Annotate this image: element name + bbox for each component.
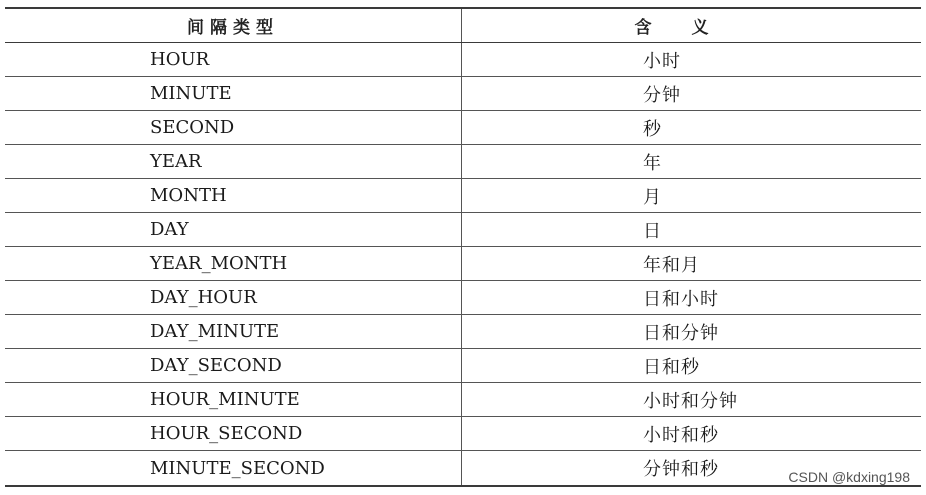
header-interval-type: 间隔类型 [5, 9, 462, 42]
table-row [5, 315, 921, 349]
interval-type-cell: DAY_SECOND [5, 349, 462, 382]
meaning-cell: 分钟和秒 [643, 459, 719, 480]
table-row [5, 43, 921, 77]
meaning-cell: 年 [643, 152, 662, 174]
table-row [5, 349, 921, 383]
meaning-cell: 小时和秒 [643, 424, 719, 446]
meaning-cell: 月 [643, 186, 662, 208]
table-row [5, 77, 921, 111]
table-row [5, 417, 921, 451]
interval-type-cell: HOUR [5, 43, 462, 76]
meaning-cell: 日和秒 [643, 356, 700, 378]
table-row [5, 179, 921, 213]
interval-type-cell: HOUR_MINUTE [5, 383, 462, 416]
interval-type-cell: MONTH [5, 179, 462, 212]
interval-type-cell: YEAR [5, 145, 462, 178]
interval-type-cell: DAY [5, 213, 462, 246]
interval-type-cell: YEAR_MONTH [5, 247, 462, 280]
header-meaning: 含义 [634, 18, 749, 38]
meaning-cell: 年和月 [643, 254, 700, 276]
meaning-cell: 日和小时 [643, 288, 719, 310]
table-row [5, 451, 921, 485]
interval-type-cell: DAY_MINUTE [5, 315, 462, 348]
meaning-cell: 小时 [643, 50, 681, 72]
interval-type-cell: SECOND [5, 111, 462, 144]
meaning-cell: 日 [643, 220, 662, 242]
table-row [5, 145, 921, 179]
meaning-cell: 日和分钟 [643, 322, 719, 344]
interval-type-cell: HOUR_SECOND [5, 417, 462, 450]
interval-type-table [5, 7, 921, 487]
meaning-cell: 小时和分钟 [643, 390, 738, 412]
interval-type-cell: MINUTE_SECOND [5, 451, 462, 485]
meaning-cell: 秒 [643, 118, 662, 140]
interval-type-cell: DAY_HOUR [5, 281, 462, 314]
table-row [5, 281, 921, 315]
meaning-cell: 分钟 [643, 84, 681, 106]
table-header-row [5, 9, 921, 43]
interval-type-cell: MINUTE [5, 77, 462, 110]
table-row [5, 383, 921, 417]
watermark: CSDN @kdxing198 [788, 469, 910, 485]
table-row [5, 247, 921, 281]
table-row [5, 111, 921, 145]
table-row [5, 213, 921, 247]
